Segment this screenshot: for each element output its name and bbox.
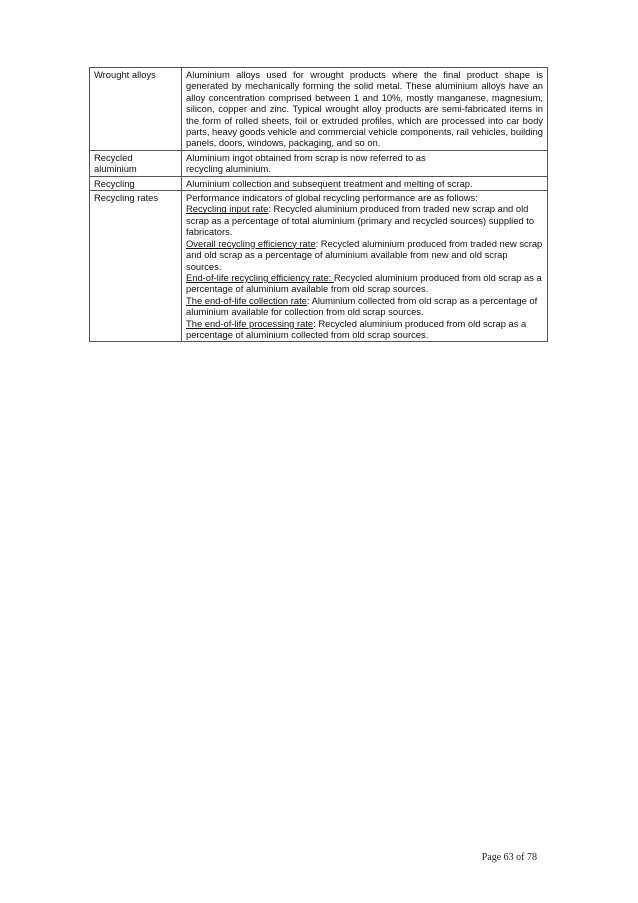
definition-recycled-aluminium-line1: Aluminium ingot obtained from scrap is now referred to as (186, 151, 426, 163)
term-recycling: Recycling (94, 177, 135, 189)
term-wrought-alloys: Wrought alloys (94, 69, 156, 80)
rate-text: : Recycled aluminium produced from old scrap as a percentage of aluminium collected from old scrap sources. (186, 317, 527, 340)
term-cell (90, 150, 182, 176)
rate-name: The end-of-life collection rate (186, 294, 307, 306)
rate-item (186, 238, 543, 272)
rate-item (186, 295, 543, 318)
term-recycled-aluminium-line2: aluminium (94, 163, 137, 175)
term-cell (90, 191, 182, 342)
table-row (90, 150, 548, 176)
term-recycling-rates: Recycling rates (94, 192, 159, 204)
rate-name: The end-of-life processing rate (186, 317, 314, 329)
definition-cell (182, 150, 548, 176)
definition-cell (182, 68, 548, 151)
recycling-rates-intro: Performance indicators of global recycling performance are as follows: (186, 192, 478, 204)
definition-recycled-aluminium-line2: recycling aluminium. (186, 163, 271, 175)
rate-item (186, 272, 543, 295)
rate-name: Overall recycling efficiency rate (186, 237, 316, 249)
rate-name: End-of-life recycling efficiency rate: (186, 271, 334, 283)
rate-text: : Recycled aluminium produced from traded new scrap and old scrap as a percentage of aluminium available from new and old scrap sources. (186, 237, 543, 272)
term-cell (90, 176, 182, 190)
rate-text: : Aluminium collected from old scrap as a percentage of aluminium available for collection from old scrap sources. (186, 294, 538, 318)
term-recycled-aluminium-line1: Recycled (94, 151, 133, 163)
table-row (90, 68, 548, 151)
rate-text: : Recycled aluminium produced from traded new scrap and old scrap as a percentage of total aluminium (primary and recycled sources) supplied to fabricators. (186, 203, 535, 238)
page-number: Page 63 of 78 (481, 852, 537, 863)
table-row (90, 176, 548, 190)
term-cell (90, 68, 182, 151)
glossary-table (89, 67, 548, 342)
definition-wrought-alloys: Aluminium alloys used for wrought products where the final product shape is generated by mechanically forming the solid metal. These aluminium alloys have an alloy concentration comprised between 1 and 10%, mostly manganese, magnesium, silicon, copper and zinc. Typical wrought alloy products are semi-fabricated items in the form of rolled sheets, foil or extruded profiles, which are processed into car body parts, heavy goods vehicle and commercial vehicle components, rail vehicles, building panels, doors, windows, packaging, and so on. (186, 69, 543, 149)
rate-text: Recycled aluminium produced from old scrap as a percentage of aluminium available from old scrap sources. (186, 271, 542, 295)
definition-recycling: Aluminium collection and subsequent treatment and melting of scrap. (186, 177, 473, 189)
rate-item (186, 203, 543, 237)
rate-name: Recycling input rate (186, 203, 269, 215)
definition-cell (182, 191, 548, 342)
definition-cell (182, 176, 548, 190)
rate-item (186, 318, 543, 341)
table-row (90, 191, 548, 342)
